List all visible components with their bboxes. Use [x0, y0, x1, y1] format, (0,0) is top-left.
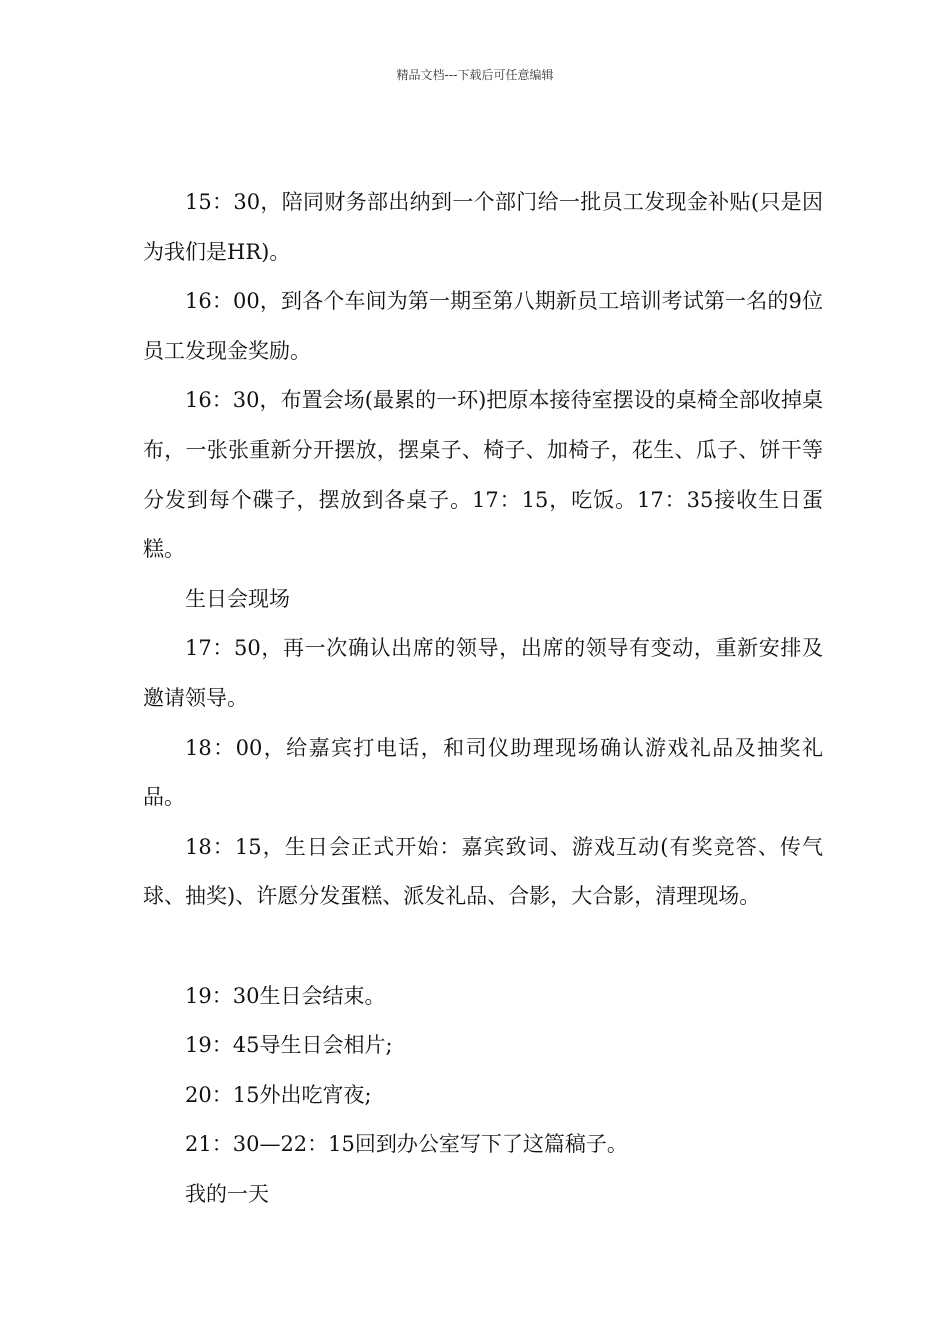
paragraph: 17：50，再一次确认出席的领导，出席的领导有变动，重新安排及邀请领导。 [143, 636, 823, 710]
paragraph: 15：30，陪同财务部出纳到一个部门给一批员工发现金补贴(只是因为我们是HR)。 [143, 190, 823, 264]
page-header: 精品文档---下载后可任意编辑 [396, 68, 554, 82]
paragraph: 19：30生日会结束。 [185, 983, 386, 1008]
section-heading: 我的一天 [185, 1181, 269, 1206]
blank-line [143, 922, 823, 972]
paragraph: 18：15，生日会正式开始：嘉宾致词、游戏互动(有奖竞答、传气球、抽奖)、许愿分发蛋糕、派发礼品、合影，大合影，清理现场。 [143, 834, 823, 909]
paragraph: 16：00，到各个车间为第一期至第八期新员工培训考试第一名的9位员工发现金奖励。 [143, 289, 823, 363]
paragraph: 18：00，给嘉宾打电话，和司仪助理现场确认游戏礼品及抽奖礼品。 [143, 735, 823, 810]
paragraph: 16：30，布置会场(最累的一环)把原本接待室摆设的桌椅全部收掉桌布，一张张重新分开摆放，摆桌子、椅子、加椅子，花生、瓜子、饼干等分发到每个碟子，摆放到各桌子。17：15，吃饭。17：35接收生日蛋糕。 [143, 388, 823, 562]
document-body [143, 178, 823, 1219]
paragraph: 21：30—22：15回到办公室写下了这篇稿子。 [185, 1132, 628, 1157]
paragraph: 19：45导生日会相片; [185, 1033, 393, 1058]
section-heading: 生日会现场 [185, 586, 290, 611]
paragraph: 20：15外出吃宵夜; [185, 1082, 372, 1107]
